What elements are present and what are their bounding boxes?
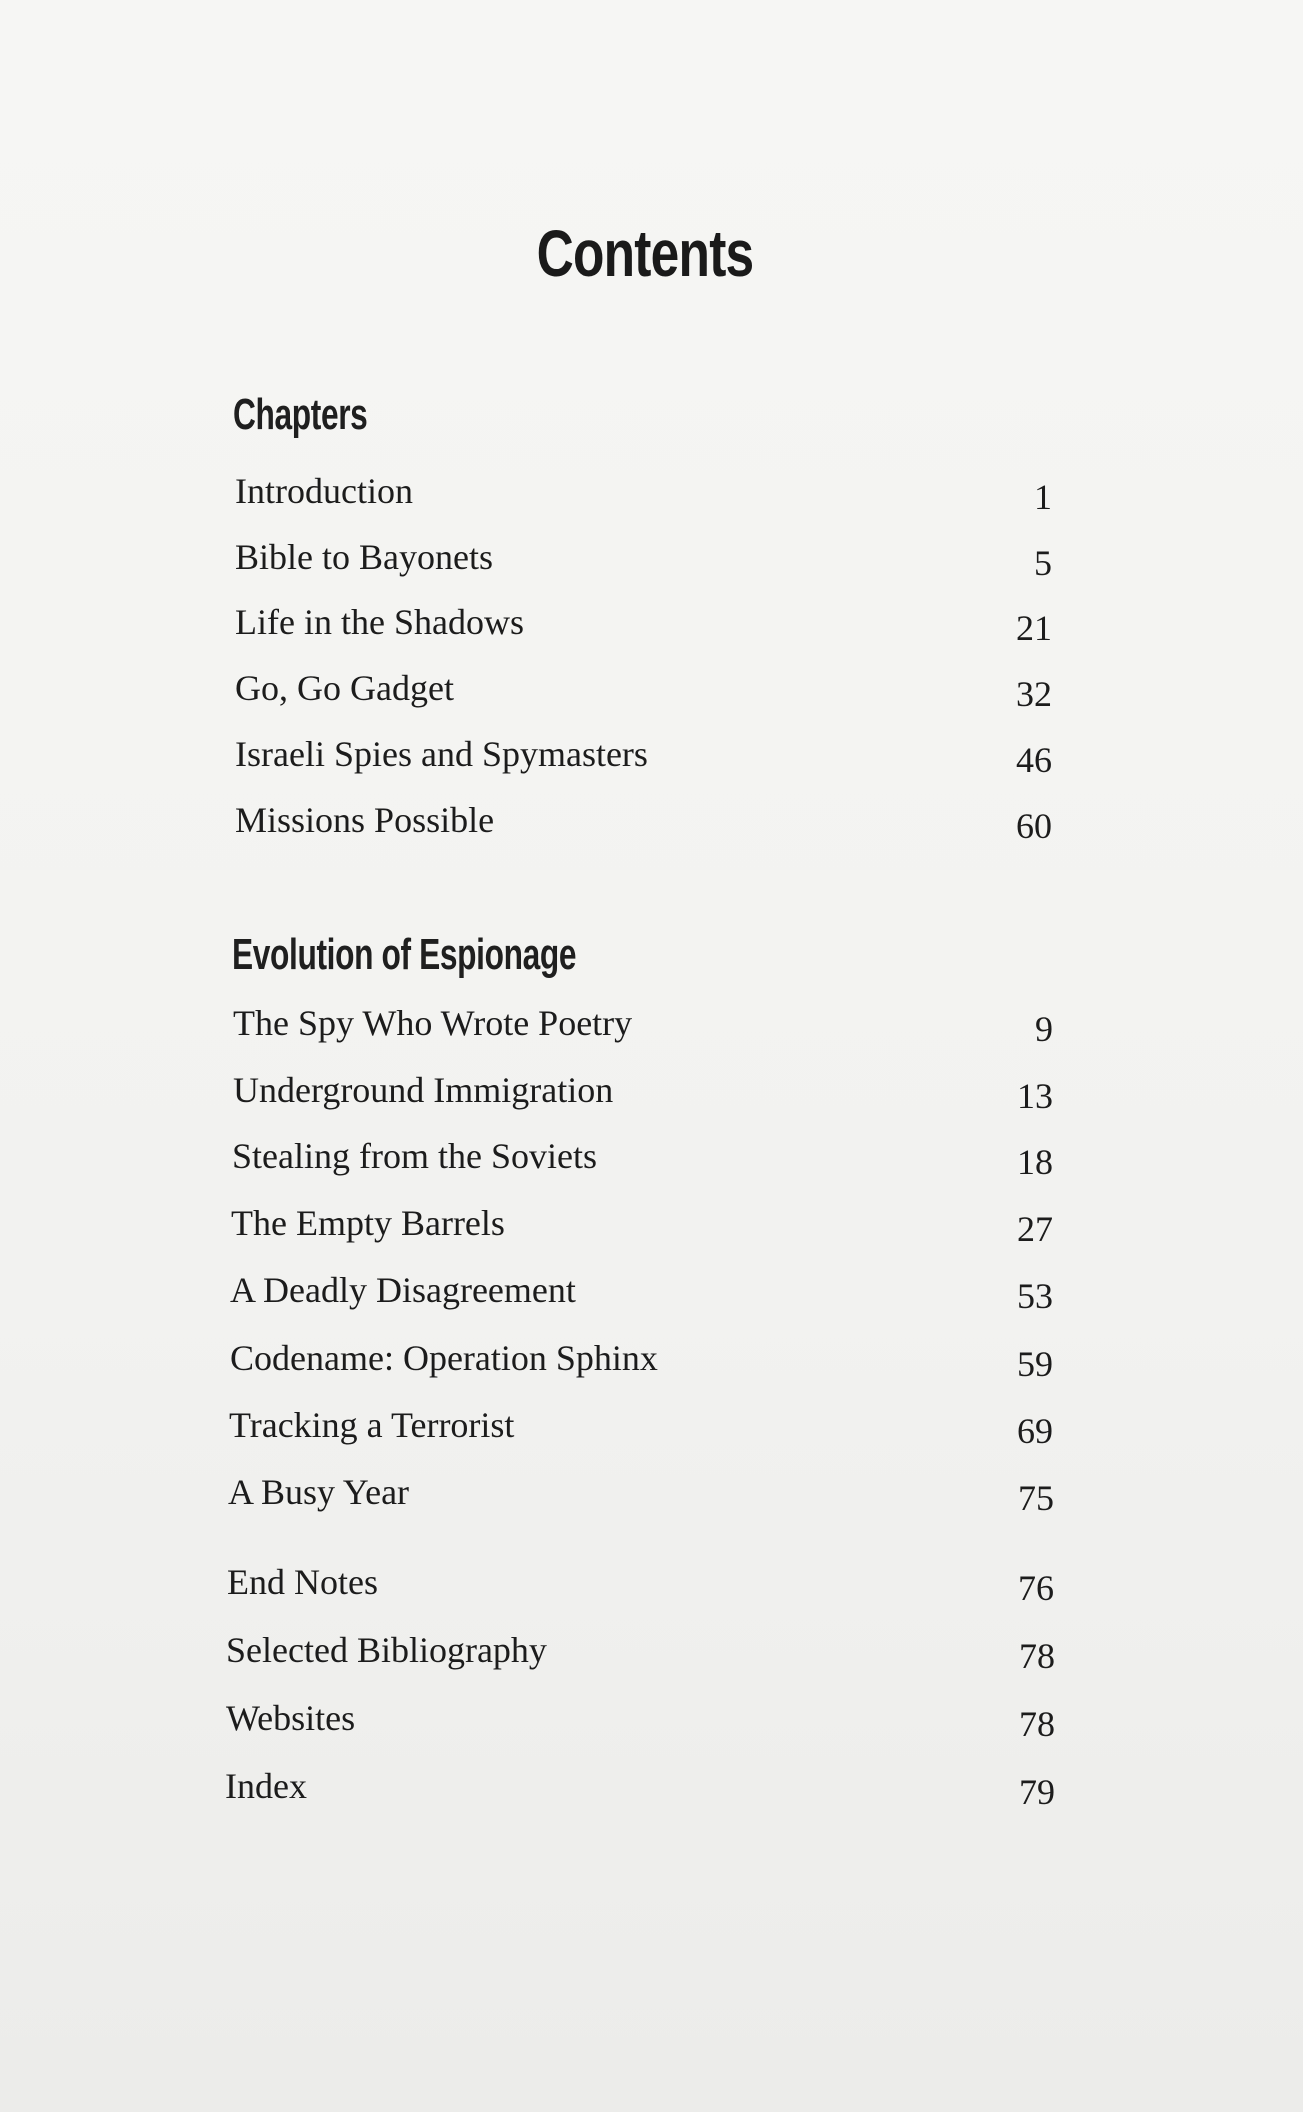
toc-entry-title: Codename: Operation Sphinx — [230, 1338, 658, 1378]
toc-entry — [229, 1400, 1053, 1450]
toc-entry — [226, 1693, 1055, 1743]
toc-entry — [228, 1467, 1054, 1517]
toc-entry-title: Israeli Spies and Spymasters — [235, 734, 648, 774]
toc-entry — [230, 1265, 1053, 1315]
toc-entry-title: Bible to Bayonets — [235, 537, 493, 577]
toc-entry-page: 46 — [1016, 740, 1052, 780]
toc-entry — [235, 466, 1052, 516]
toc-entry-title: Selected Bibliography — [226, 1630, 547, 1670]
toc-entry-title: A Busy Year — [228, 1472, 410, 1512]
toc-entry-title: Tracking a Terrorist — [229, 1405, 515, 1445]
toc-entry-title: End Notes — [227, 1562, 378, 1602]
toc-entry — [226, 1625, 1055, 1675]
toc-entry — [235, 597, 1052, 647]
toc-entry — [235, 532, 1052, 582]
toc-entry-title: The Spy Who Wrote Poetry — [233, 1003, 633, 1043]
toc-entry-title: Life in the Shadows — [235, 602, 524, 642]
toc-entry — [235, 729, 1052, 779]
toc-entry-page: 1 — [1034, 477, 1052, 517]
toc-entry-page: 59 — [1017, 1344, 1053, 1384]
toc-entry-title: Go, Go Gadget — [235, 668, 454, 708]
toc-entry-page: 5 — [1034, 543, 1052, 583]
page-title: Contents — [536, 216, 754, 290]
toc-entry-page: 78 — [1019, 1704, 1055, 1744]
toc-entry-title: Underground Immigration — [233, 1070, 614, 1110]
toc-entry-title: The Empty Barrels — [231, 1203, 505, 1243]
toc-entry — [235, 663, 1052, 713]
toc-entry-title: Index — [225, 1766, 307, 1806]
toc-entry-page: 69 — [1017, 1411, 1053, 1451]
toc-entry-page: 21 — [1016, 608, 1052, 648]
toc-entry — [227, 1557, 1054, 1607]
toc-entry-page: 79 — [1019, 1772, 1055, 1812]
toc-entry-page: 53 — [1017, 1276, 1053, 1316]
toc-entry — [235, 795, 1052, 845]
toc-entry-title: Websites — [226, 1698, 356, 1738]
toc-entry-page: 60 — [1016, 806, 1052, 846]
toc-entry-page: 27 — [1017, 1209, 1053, 1249]
toc-entry-title: Stealing from the Soviets — [232, 1136, 597, 1176]
toc-entry — [225, 1761, 1055, 1811]
toc-entry-page: 13 — [1017, 1076, 1053, 1116]
toc-entry — [233, 998, 1053, 1048]
toc-entry — [231, 1198, 1053, 1248]
toc-entry-page: 75 — [1018, 1478, 1054, 1518]
toc-entry-page: 9 — [1035, 1009, 1053, 1049]
toc-entry-title: Introduction — [235, 471, 413, 511]
toc-entry-page: 32 — [1016, 674, 1052, 714]
toc-entry-page: 18 — [1017, 1142, 1053, 1182]
toc-entry-title: A Deadly Disagreement — [230, 1270, 576, 1310]
toc-entry — [230, 1333, 1053, 1383]
toc-entry — [233, 1065, 1053, 1115]
toc-entry-page: 78 — [1019, 1636, 1055, 1676]
toc-entry-page: 76 — [1018, 1568, 1054, 1608]
section-heading-evolution-of-espionage: Evolution of Espionage — [232, 930, 577, 979]
section-heading-chapters: Chapters — [233, 390, 368, 439]
toc-entry — [232, 1131, 1053, 1181]
toc-entry-title: Missions Possible — [235, 800, 495, 840]
